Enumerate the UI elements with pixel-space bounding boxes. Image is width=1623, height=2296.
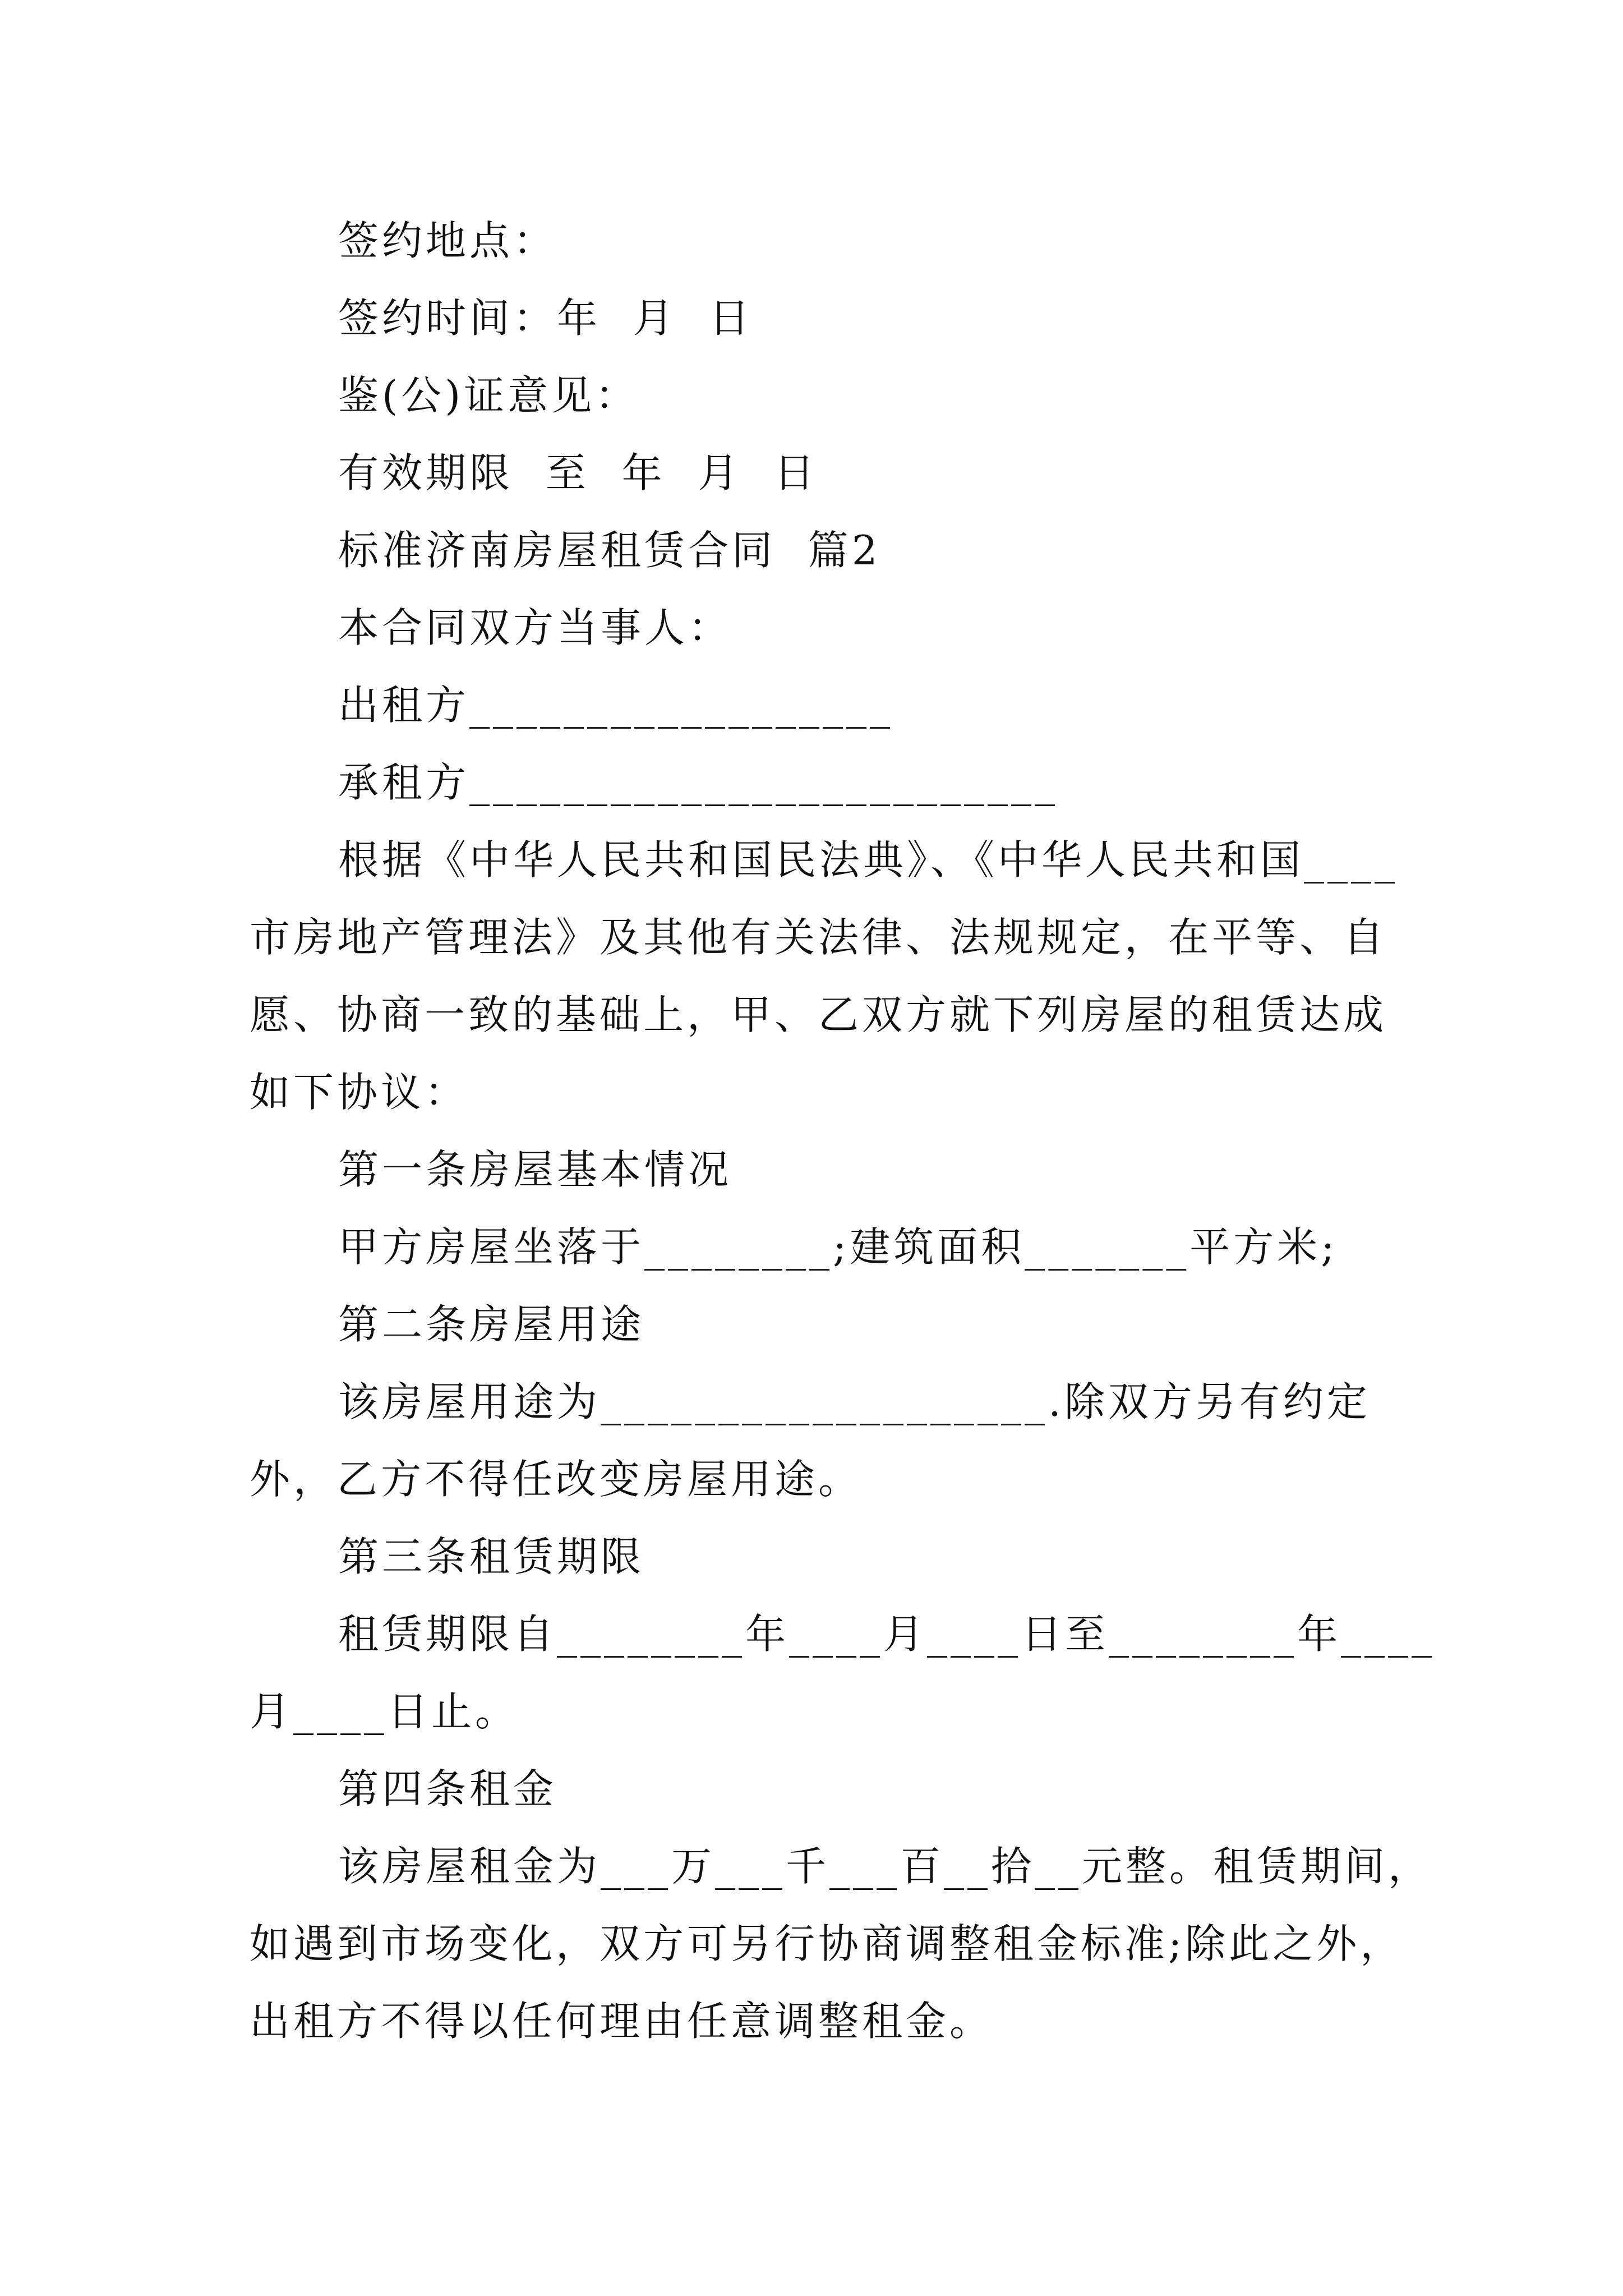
lessee-line: 承租方_________________________ xyxy=(338,759,1059,806)
preamble-row: 根据《中华人民共和国民法典》、《中华人民共和国____ xyxy=(338,836,1399,884)
article-3-paragraph xyxy=(250,1595,1436,1750)
article-1-title: 第一条房屋基本情况 xyxy=(338,1146,732,1193)
preamble-row: 市房地产管理法》及其他有关法律、法规规定，在平等、自 xyxy=(250,914,1387,961)
contract-title-line: 标准济南房屋租赁合同 篇2 xyxy=(338,527,881,574)
article-3-title: 第三条租赁期限 xyxy=(338,1533,645,1580)
preamble-row: 愿、协商一致的基础上，甲、乙双方就下列房屋的租赁达成 xyxy=(250,991,1387,1038)
article-4-title: 第四条租金 xyxy=(338,1765,557,1812)
notarization-opinion-line: 鉴(公)证意见： xyxy=(338,372,639,419)
article-2-row: 该房屋用途为___________________.除双方另有约定 xyxy=(338,1378,1371,1425)
document-body xyxy=(250,202,1436,2060)
article-4-row: 如遇到市场变化，双方可另行协商调整租金标准;除此之外， xyxy=(250,1920,1404,1967)
article-3-row: 租赁期限自________年____月____日至________年____ xyxy=(338,1611,1436,1658)
lessor-line: 出租方__________________ xyxy=(338,682,894,729)
validity-period-line: 有效期限 至 年 月 日 xyxy=(338,449,818,496)
signing-place-line: 签约地点： xyxy=(338,217,557,264)
article-1-body: 甲方房屋坐落于________;建筑面积_______平方米; xyxy=(338,1223,1338,1271)
article-3-row: 月____日止。 xyxy=(250,1688,519,1735)
article-4-row: 出租方不得以任何理由任意调整租金。 xyxy=(250,1998,994,2045)
article-2-paragraph xyxy=(250,1363,1377,1518)
article-2-row: 外，乙方不得任改变房屋用途。 xyxy=(250,1456,863,1503)
parties-heading-line: 本合同双方当事人： xyxy=(338,604,732,651)
article-4-paragraph xyxy=(250,1828,1432,2060)
signing-time-line: 签约时间：年 月 日 xyxy=(338,295,753,342)
preamble-paragraph xyxy=(250,821,1399,1131)
article-4-row: 该房屋租金为___万___千___百__拾__元整。租赁期间， xyxy=(338,1843,1432,1890)
preamble-row: 如下协议： xyxy=(250,1069,469,1116)
article-2-title: 第二条房屋用途 xyxy=(338,1301,645,1348)
